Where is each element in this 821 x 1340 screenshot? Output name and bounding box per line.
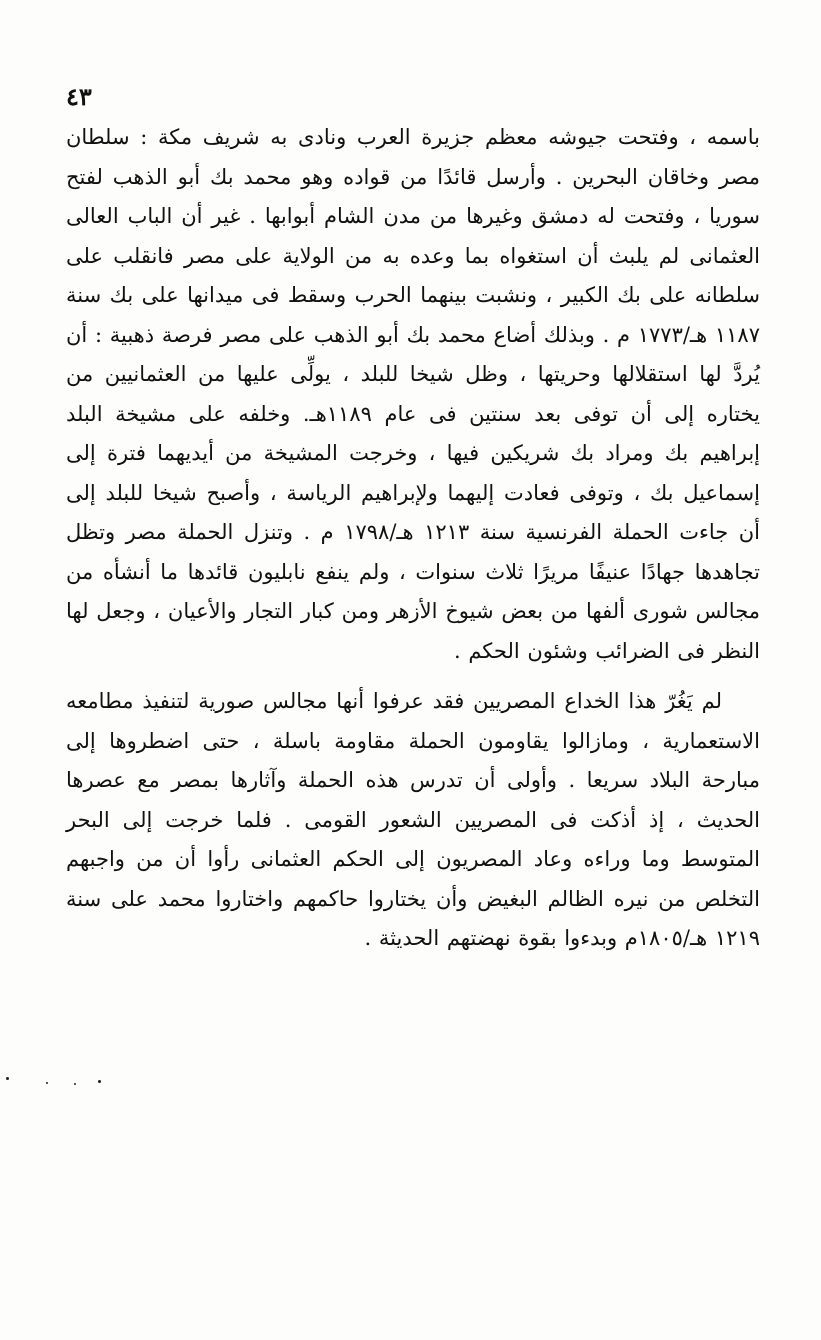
ink-speck bbox=[46, 1082, 48, 1084]
paragraph-2: لم يَغُرّ هذا الخداع المصريين فقد عرفوا أنها مجالس صورية لتنفيذ مطامعه الاستعمارية ، ومازالوا يقاومون الحملة مقاومة باسلة ، حتى اضطروها إلى مبارحة البلاد سريعا . وأولى أن تدرس هذه الحملة وآثارها بمصر مع عصرها الحديث ، إذ أذكت فى المصريين الشعور القومى . فلما خرجت إلى البحر المتوسط وما وراءه وعاد المصريون إلى الحكم العثمانى رأوا أن من واجبهم التخلص من نيره الظالم البغيض وأن يختاروا حاكمهم واختاروا محمد على سنة ١٢١٩ هـ/١٨٠٥م وبدءوا بقوة نهضتهم الحديثة . bbox=[66, 689, 760, 950]
paragraph-1: باسمه ، وفتحت جيوشه معظم جزيرة العرب ونادى به شريف مكة : سلطان مصر وخاقان البحرين . وأرسل قائدًا من قواده وهو محمد بك أبو الذهب لفتح سوريا ، وفتحت له دمشق وغيرها من مدن الشام أبوابها . غير أن الباب العالى العثمانى لم يلبث أن استغواه بما وعده به من الولاية على مصر فانقلب على سلطانه على بك الكبير ، ونشبت بينهما الحرب وسقط فى ميدانها على بك سنة ١١٨٧ هـ/١٧٧٣ م . وبذلك أضاع محمد بك أبو الذهب على مصر فرصة ذهبية : أن يُردَّ لها استقلالها وحريتها ، وظل شيخا للبلد ، يولِّى عليها من العثمانيين من يختاره إلى أن توفى بعد سنتين فى عام ١١٨٩هـ. وخلفه على مشيخة البلد إبراهيم بك ومراد بك شريكين فيها ، وخرجت المشيخة من أيديهما فترة إلى إسماعيل بك ، وتوفى فعادت إليهما ولإبراهيم الرياسة ، وأصبح شيخا للبلد إلى أن جاءت الحملة الفرنسية سنة ١٢١٣ هـ/١٧٩٨ م . وتنزل الحملة مصر وتظل تجاهدها جهادًا عنيفًا مريرًا ثلاث سنوات ، ولم ينفع نابليون قائدها ما أنشأه من مجالس شورى ألفها من بعض شيوخ الأزهر ومن كبار التجار والأعيان ، وجعل لها النظر فى الضرائب وشئون الحكم . bbox=[66, 125, 761, 663]
ink-speck bbox=[74, 1083, 76, 1085]
ink-speck bbox=[6, 1077, 9, 1080]
ink-speck bbox=[98, 1080, 101, 1083]
body-text bbox=[66, 118, 760, 959]
page-number: ٤٣ bbox=[66, 82, 92, 111]
